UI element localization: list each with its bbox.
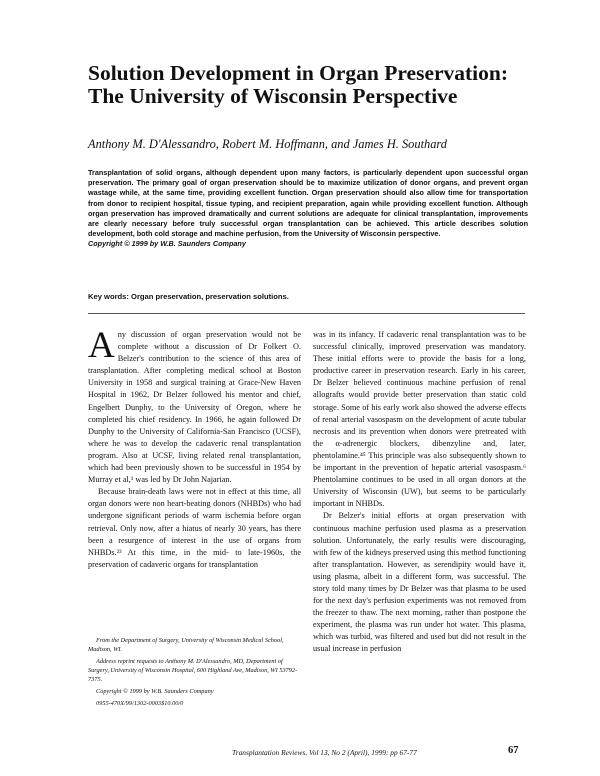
body-paragraph: Because brain-death laws were not in effect at this time, all organ donors were non heart-beating donors (NHBDs) who had undergone significant periods of warm ischemia before organ retrieval. Only now, after a hiatus of nearly 30 years, has there been a resurgence of interest in the use of organs from NHBDs.²³ At this time, in the mid- to late-1960s, the preservation of cadaveric organs for transplantation: [88, 487, 301, 569]
body-paragraph: [88, 325, 301, 486]
abstract-copyright: Copyright © 1999 by W.B. Saunders Company: [88, 239, 246, 249]
article-authors: Anthony M. D'Alessandro, Robert M. Hoffmann, and James H. Southard: [88, 137, 447, 151]
abstract-text: Transplantation of solid organs, although dependent upon many factors, is particularly dependent upon successful organ preservation. The primary goal of organ preservation should be to maximize utilization of donor organs, and prevent organ wastage while, at the same time, providing excellent function. Organ preservation should also allow time for transportation from donor to recipient hospital, tissue typing, and recipient preparation, again while providing excellent function. Although organ preservation has improved dramatically and current solutions are adequate for clinical transplantation, improvements are clearly necessary before truly successful organ transplantation can be achieved. This article describes solution development, both cold storage and machine perfusion, from the University of Wisconsin perspective.: [88, 168, 528, 239]
drop-cap: A: [88, 325, 115, 366]
footnote-issn: 0955-470X/99/1302-0003$10.00/0: [96, 700, 184, 707]
abstract: [88, 168, 528, 250]
footnote-reprint-address: Address reprint requests to Anthony M. D'Alessandro, MD, Department of Surgery, University of Wisconsin Hospital, 600 Highland Ave, Madison, WI 53792-7375.: [88, 658, 298, 683]
article-title: Solution Development in Organ Preservation: The University of Wisconsin Perspective: [88, 61, 509, 108]
journal-citation: Transplantation Reviews, Vol 13, No 2 (April), 1999: pp 67-77: [232, 748, 417, 757]
footnote-copyright: Copyright © 1999 by W.B. Saunders Company: [96, 688, 214, 695]
body-column-right: [313, 329, 526, 656]
body-paragraph: Dr Belzer's initial efforts at organ preservation with continuous machine perfusion used plasma as a preservation solution. Unfortunately, the early results were discouraging, with few of the kidneys preserved using this method functioning after transplantation. However, as serendipity would have it, using plasma, albeit in a different form, was successful. The story told many times by Dr Belzer was that plasma to be used for the next day's perfusion experiments was not removed from the freezer to thaw. The next morning, rather than postpone the experiment, the plasma was run under hot water. This plasma, which was turbid, was filtered and used but did not result in the usual increase in perfusion: [313, 511, 526, 654]
body-paragraph: was in its infancy. If cadaveric renal transplantation was to be successful clinically, improved preservation was mandatory. These initial efforts were to provide the basis for a long, productive career in preservation research. Early in his career, Dr Belzer believed continuous machine perfusion of renal allografts would provide better preservation than static cold storage. Some of his early work also showed the adverse effects of renal arterial vasospasm on the development of acute tubular necrosis and its prevention when donors were pretreated with the α-adrenergic blockers, dibenzyline and, later, phentolamine.⁴⁵ This principle was also subsequently shown to be important in the prevention of hepatic arterial vasospasm.⁶ Phentolamine continues to be used in all organ donors at the University of Wisconsin (UW), but seems to be particularly important in NHBDs.: [313, 330, 526, 509]
section-divider: [88, 313, 525, 314]
paragraph-text: ny discussion of organ preservation would not be complete without a discussion of Dr Folkert O. Belzer's contribution to the science of this area of transplantation. After completing medical school at Boston University in 1958 and surgical training at Grace-New Haven Hospital in 1962, Dr Belzer followed his mentor and chief, Engelbert Dunphy, to the University of Oregon, where he completed his chief residency. In 1966, he again followed Dr Dunphy to the University of California-San Francisco (UCSF), where he was to develop the cadaveric renal transplantation program. Also at UCSF, living related renal transplantation, which had been previously shown to be successful in 1954 by Murray et al,¹ was led by Dr John Najarian.: [88, 330, 301, 485]
footnote-affiliation: From the Department of Surgery, University of Wisconsin Medical School, Madison, WI.: [88, 637, 284, 653]
page-number: 67: [508, 745, 519, 756]
body-column-left: [88, 325, 301, 571]
keywords: Key words: Organ preservation, preservation solutions.: [88, 292, 289, 301]
footnotes: [88, 636, 301, 711]
